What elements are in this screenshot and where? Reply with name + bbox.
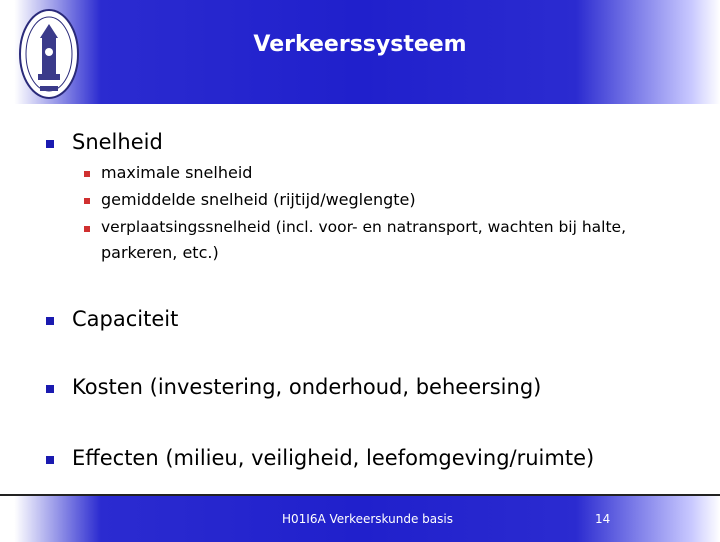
- sub-bullet-marker: [84, 226, 90, 232]
- bullet-marker: [46, 385, 54, 393]
- sub-bullet-marker: [84, 171, 90, 177]
- bullet-marker: [46, 456, 54, 464]
- sub-bullet-text: verplaatsingssnelheid (incl. voor- en natransport, wachten bij halte,: [101, 218, 627, 236]
- bullet-text: Snelheid: [72, 130, 163, 154]
- page-number: 14: [595, 512, 611, 526]
- bullet-text: Kosten (investering, onderhoud, beheersing): [72, 375, 542, 399]
- bullet-text: Effecten (milieu, veiligheid, leefomgeving/ruimte): [72, 446, 595, 470]
- bullet-text: Capaciteit: [72, 307, 179, 331]
- sub-bullet-text: gemiddelde snelheid (rijtijd/weglengte): [101, 190, 416, 209]
- footer-course: H01I6A Verkeerskunde basis: [282, 512, 453, 526]
- sub-bullet-text: maximale snelheid: [101, 163, 253, 182]
- bullet-marker: [46, 140, 54, 148]
- bullet-marker: [46, 317, 54, 325]
- slide-title: Verkeerssysteem: [253, 32, 467, 57]
- sub-bullet-text-continued: parkeren, etc.): [101, 243, 219, 262]
- slide-footer: [0, 494, 720, 542]
- sub-bullet-marker: [84, 198, 90, 204]
